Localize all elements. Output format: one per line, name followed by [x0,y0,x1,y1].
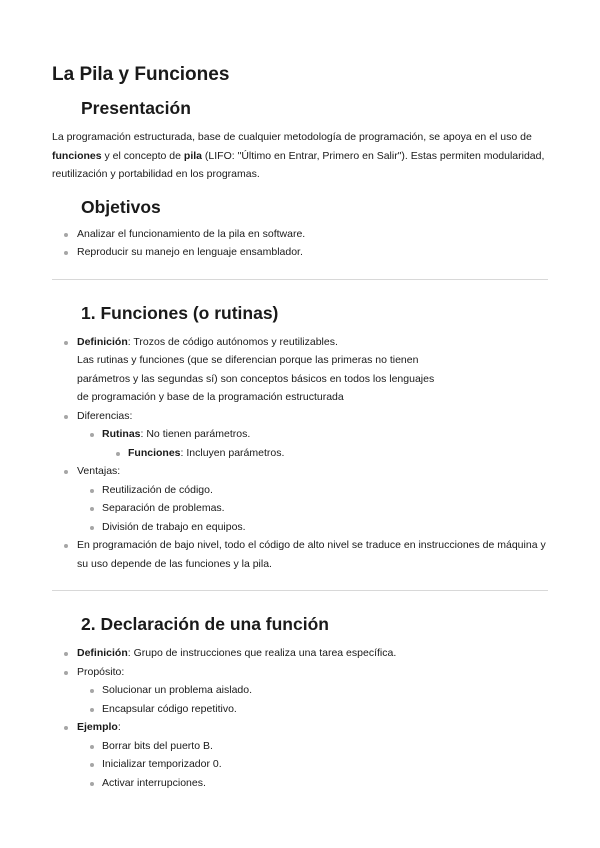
list-item-funciones: Funciones: Incluyen parámetros. [52,444,548,463]
bullet-icon [64,251,68,255]
bullet-icon [64,652,68,656]
list-item: Activar interrupciones. [52,774,548,793]
list-item-proposito: Propósito: [52,663,548,682]
list-item-diferencias: Diferencias: [52,407,548,426]
bullet-icon [64,544,68,548]
bullet-icon [64,726,68,730]
declaracion-list [52,644,548,792]
bullet-icon [90,526,94,530]
bullet-icon [64,341,68,345]
presentacion-text-c: (LIFO: "Último en Entrar, Primero en Salir"). Estas permiten modularidad, reutilización y portabilidad en los programas. [52,149,545,180]
list-item-ventajas: Ventajas: [52,462,548,481]
funciones-list [52,333,548,574]
definicion-label: Definición [77,335,128,348]
list-item-ejemplo: Ejemplo: [52,718,548,737]
presentacion-bold-pila: pila [183,149,202,162]
definicion-text: : Trozos de código autónomos y reutilizables. [127,335,338,348]
section-divider [52,590,548,591]
bullet-icon [90,689,94,693]
bullet-icon [64,470,68,474]
list-item: Reproducir su manejo en lenguaje ensamblador. [52,243,548,262]
presentacion-bold-funciones: funciones [52,149,102,162]
bullet-icon [64,415,68,419]
list-item: Encapsular código repetitivo. [52,700,548,719]
page-title: La Pila y Funciones [52,64,230,85]
list-item: Analizar el funcionamiento de la pila en software. [52,225,548,244]
document-page [52,62,548,792]
presentacion-text-a: La programación estructurada, base de cualquier metodología de programación, se apoya en el uso de [52,131,532,143]
list-item: Separación de problemas. [52,499,548,518]
bullet-icon [90,708,94,712]
list-item-bajo-nivel: En programación de bajo nivel, todo el código de alto nivel se traduce en instrucciones de máquina y su uso depende de las funciones y la pila. [52,536,548,573]
bullet-icon [64,671,68,675]
list-item-rutinas: Rutinas: No tienen parámetros. [52,425,548,444]
list-item: Reutilización de código. [52,481,548,500]
bullet-icon [90,782,94,786]
list-item-definicion: Definición: Grupo de instrucciones que realiza una tarea específica. [52,644,548,663]
bullet-icon [90,745,94,749]
bullet-icon [64,233,68,237]
definicion-continuation: parámetros y las segundas sí) son conceptos básicos en todos los lenguajes [77,372,435,385]
bullet-icon [90,763,94,767]
presentacion-text-b: y el concepto de [101,149,184,162]
list-item: Borrar bits del puerto B. [52,737,548,756]
list-item-definicion [52,333,548,407]
bullet-icon [116,452,120,456]
presentacion-heading: Presentación [81,98,191,118]
bullet-icon [90,433,94,437]
bullet-icon [90,507,94,511]
section-divider [52,279,548,280]
list-item: División de trabajo en equipos. [52,518,548,537]
funciones-heading: 1. Funciones (o rutinas) [81,302,279,323]
list-item: Solucionar un problema aislado. [52,681,548,700]
objetivos-list [52,225,548,262]
bullet-icon [90,489,94,493]
definicion-continuation: Las rutinas y funciones (que se diferencian porque las primeras no tienen [77,354,419,366]
list-item: Inicializar temporizador 0. [52,755,548,774]
definicion-continuation: de programación y base de la programación estructurada [77,391,344,403]
declaracion-heading: 2. Declaración de una función [81,614,329,634]
presentacion-paragraph [52,128,548,184]
objetivos-heading: Objetivos [81,196,161,217]
